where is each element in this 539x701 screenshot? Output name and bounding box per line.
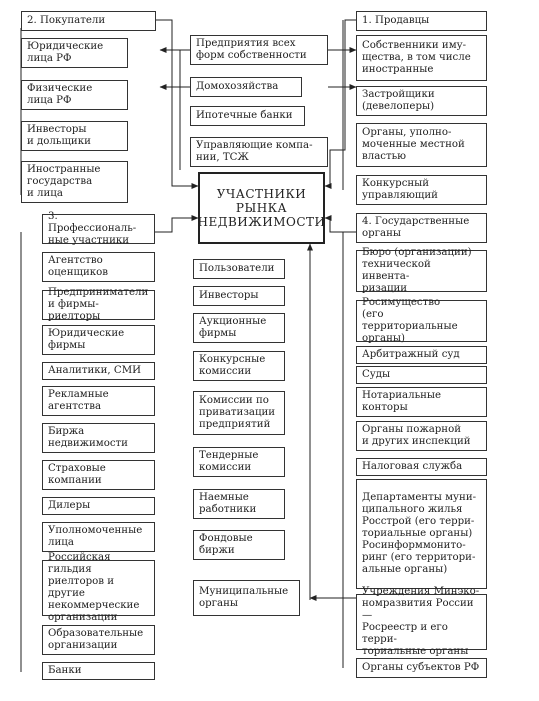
gov-item-regional: Органы субъектов РФ <box>356 658 487 678</box>
middle-item-mortgage-banks: Ипотечные банки <box>190 106 305 126</box>
professionals-header: 3. Профессиональ- ные участники <box>42 214 155 244</box>
middle-item-employees: Наемные работники <box>193 489 285 519</box>
gov-item-bti: Бюро (организации) технической инвента- ризации <box>356 250 487 292</box>
buyers-header: 2. Покупатели <box>21 11 156 31</box>
middle-item-management: Управляющие компа- нии, ТСЖ <box>190 137 328 167</box>
sellers-item-local-authority: Органы, уполно- моченные местной властью <box>356 123 487 167</box>
prof-item-exchange: Биржа недвижимости <box>42 423 155 453</box>
middle-item-investors: Инвесторы <box>193 286 285 306</box>
gov-item-departments: Департаменты муни- ципального жилья Росстрой (его терри- ториальные органы) Росинформмонито- ринг (его территори- альные органы) <box>356 479 487 589</box>
middle-item-stock-exchange: Фондовые биржи <box>193 530 285 560</box>
sellers-item-developers: Застройщики (девелоперы) <box>356 86 487 116</box>
middle-item-tender: Тендерные комиссии <box>193 447 285 477</box>
gov-item-rosreestr: Учреждения Минэко- номразвития России — Росреестр и его терри- ториальные органы <box>356 594 487 650</box>
middle-item-users: Пользователи <box>193 259 285 279</box>
gov-item-rosimushchestvo: Росимущество (его территориальные органы) <box>356 300 487 342</box>
prof-item-banks: Банки <box>42 662 155 680</box>
prof-item-insurance: Страховые компании <box>42 460 155 490</box>
sellers-item-bankruptcy: Конкурсный управляющий <box>356 175 487 205</box>
municipal-bodies: Муниципальные органы <box>193 580 300 616</box>
prof-item-guild: Российская гильдия риелторов и другие некоммерческие организации <box>42 560 155 616</box>
middle-item-households: Домохозяйства <box>190 77 302 97</box>
center-title: УЧАСТНИКИ РЫНКА НЕДВИЖИМОСТИ <box>198 172 325 244</box>
middle-item-competition: Конкурсные комиссии <box>193 351 285 381</box>
sellers-header: 1. Продавцы <box>356 11 487 31</box>
buyers-item-legal: Юридические лица РФ <box>21 38 128 68</box>
prof-item-dealers: Дилеры <box>42 497 155 515</box>
prof-item-appraisers: Агентство оценщиков <box>42 252 155 282</box>
middle-item-auction: Аукционные фирмы <box>193 313 285 343</box>
prof-item-analysts: Аналитики, СМИ <box>42 362 155 380</box>
gov-item-courts: Суды <box>356 366 487 384</box>
middle-item-enterprises: Предприятия всех форм собственности <box>190 35 328 65</box>
gov-item-arbitration: Арбитражный суд <box>356 346 487 364</box>
prof-item-law-firms: Юридические фирмы <box>42 325 155 355</box>
gov-item-tax: Налоговая служба <box>356 458 487 476</box>
prof-item-advertising: Рекламные агентства <box>42 386 155 416</box>
prof-item-education: Образовательные организации <box>42 625 155 655</box>
prof-item-realtors: Предприниматели и фирмы-риелторы <box>42 290 155 320</box>
buyers-item-foreign: Иностранные государства и лица <box>21 161 128 203</box>
buyers-item-investors: Инвесторы и дольщики <box>21 121 128 151</box>
gov-item-notaries: Нотариальные конторы <box>356 387 487 417</box>
gov-header: 4. Государственные органы <box>356 213 487 243</box>
middle-item-privatization: Комиссии по приватизации предприятий <box>193 391 285 435</box>
prof-item-authorized: Уполномоченные лица <box>42 522 155 552</box>
gov-item-inspections: Органы пожарной и других инспекций <box>356 421 487 451</box>
sellers-item-owners: Собственники иму- щества, в том числе иностранные <box>356 35 487 81</box>
buyers-item-physical: Физические лица РФ <box>21 80 128 110</box>
